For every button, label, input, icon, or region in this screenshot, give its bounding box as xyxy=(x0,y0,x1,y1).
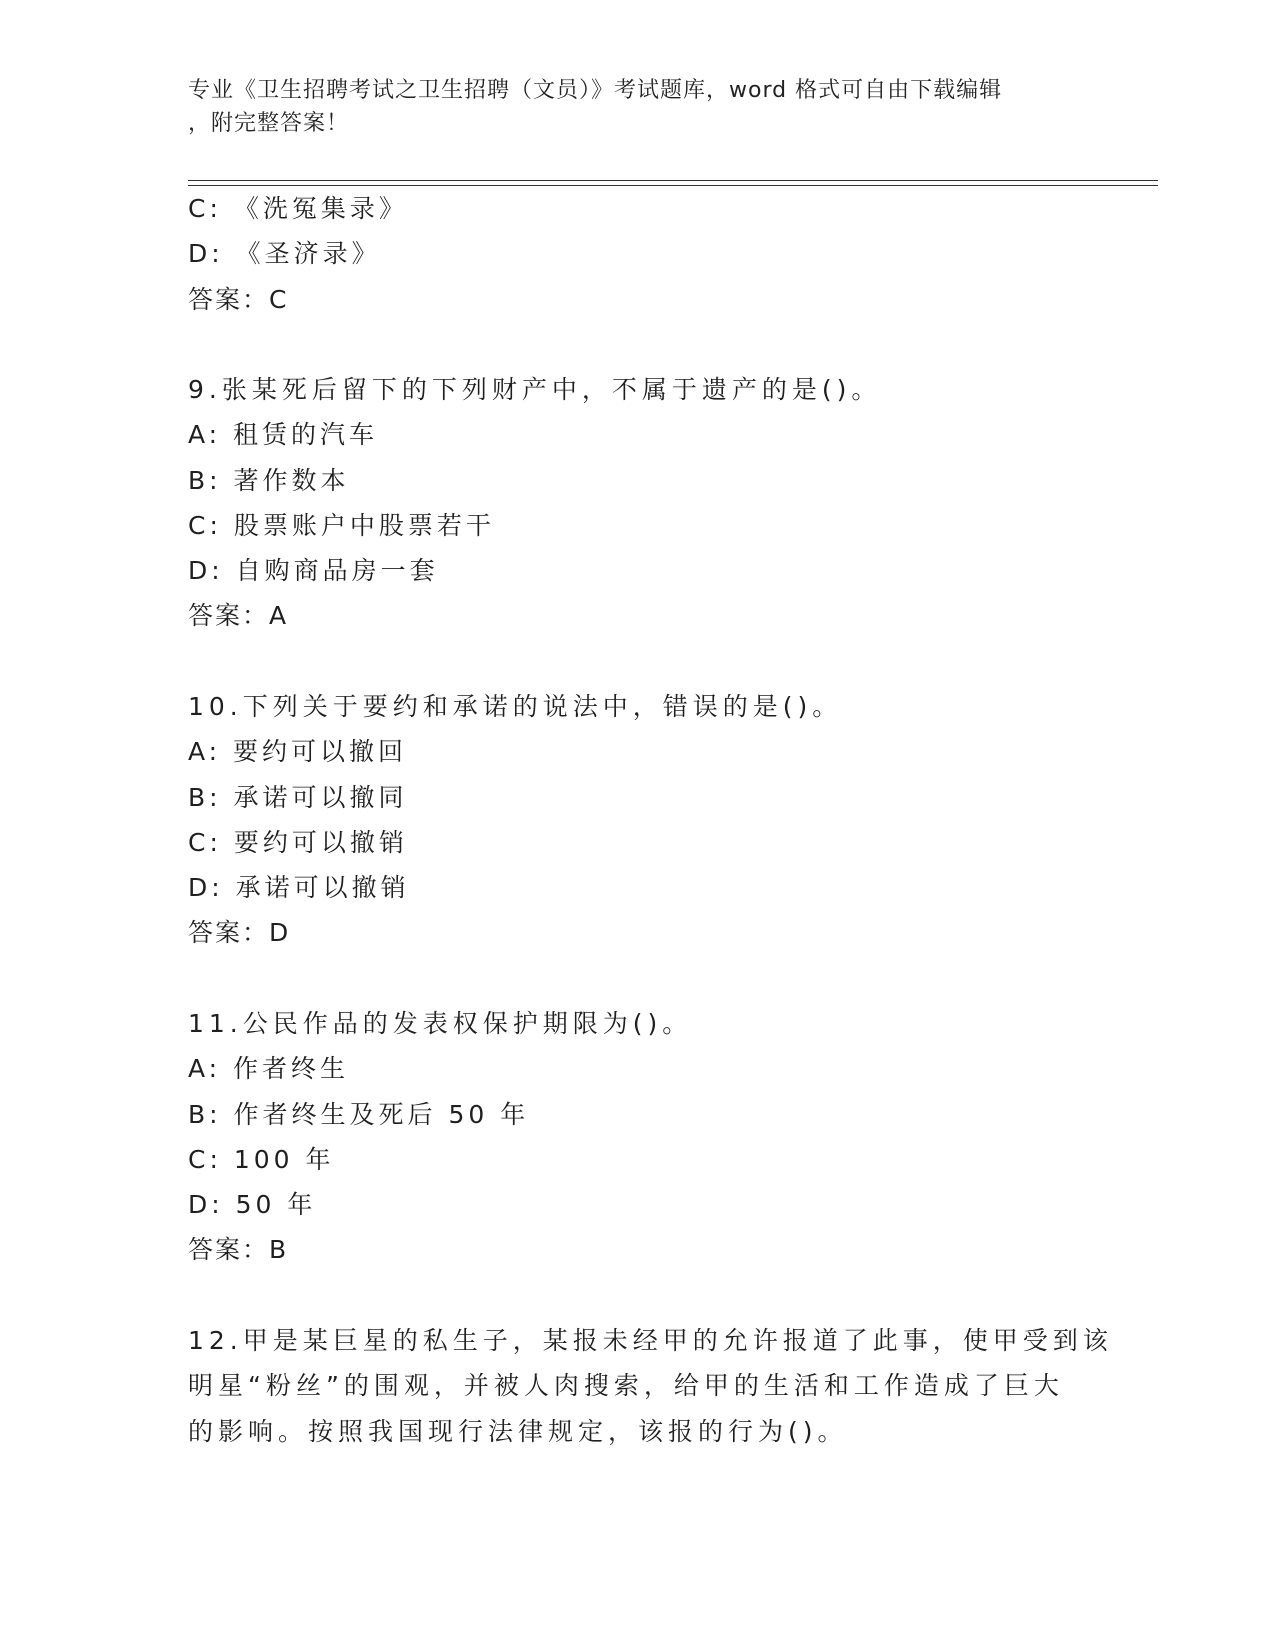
q10-stem: 10.下列关于要约和承诺的说法中，错误的是()。 xyxy=(188,692,843,721)
q11-option-c: C: 100 年 xyxy=(188,1145,335,1174)
q11-option-d: D: 50 年 xyxy=(188,1190,317,1219)
q11-answer: 答案：B xyxy=(188,1235,289,1264)
q12-stem-line-1: 12.甲是某巨星的私生子，某报未经甲的允许报道了此事，使甲受到该 xyxy=(188,1326,1113,1355)
header-divider-bottom xyxy=(188,185,1158,186)
header-line-2: ，附完整答案！ xyxy=(188,111,350,136)
q9-answer: 答案：A xyxy=(188,601,289,630)
q8-option-d: D: 《圣济录》 xyxy=(188,239,381,268)
q8-option-c: C: 《洗冤集录》 xyxy=(188,194,408,223)
q12-stem-line-3: 的影响。按照我国现行法律规定，该报的行为()。 xyxy=(188,1417,848,1446)
q10-option-b: B: 承诺可以撤同 xyxy=(188,783,408,812)
q10-answer: 答案：D xyxy=(188,918,291,947)
q9-option-d: D: 自购商品房一套 xyxy=(188,556,439,585)
q9-option-c: C: 股票账户中股票若干 xyxy=(188,511,495,540)
q9-stem: 9.张某死后留下的下列财产中，不属于遗产的是()。 xyxy=(188,375,882,404)
header-line-1: 专业《卫生招聘考试之卫生招聘（文员）》考试题库，word 格式可自由下载编辑 xyxy=(188,78,1003,103)
q11-option-a: A: 作者终生 xyxy=(188,1054,350,1083)
q10-option-a: A: 要约可以撤回 xyxy=(188,737,408,766)
q11-stem: 11.公民作品的发表权保护期限为()。 xyxy=(188,1009,693,1038)
q9-option-a: A: 租赁的汽车 xyxy=(188,420,379,449)
header-divider-top xyxy=(188,180,1158,181)
q10-option-c: C: 要约可以撤销 xyxy=(188,828,408,857)
document-header xyxy=(188,74,1088,140)
q8-answer: 答案：C xyxy=(188,285,289,314)
q9-option-b: B: 著作数本 xyxy=(188,466,350,495)
q11-option-b: B: 作者终生及死后 50 年 xyxy=(188,1100,530,1129)
q10-option-d: D: 承诺可以撤销 xyxy=(188,873,410,902)
q12-stem-line-2: 明星“粉丝”的围观，并被人肉搜索，给甲的生活和工作造成了巨大 xyxy=(188,1371,1064,1400)
